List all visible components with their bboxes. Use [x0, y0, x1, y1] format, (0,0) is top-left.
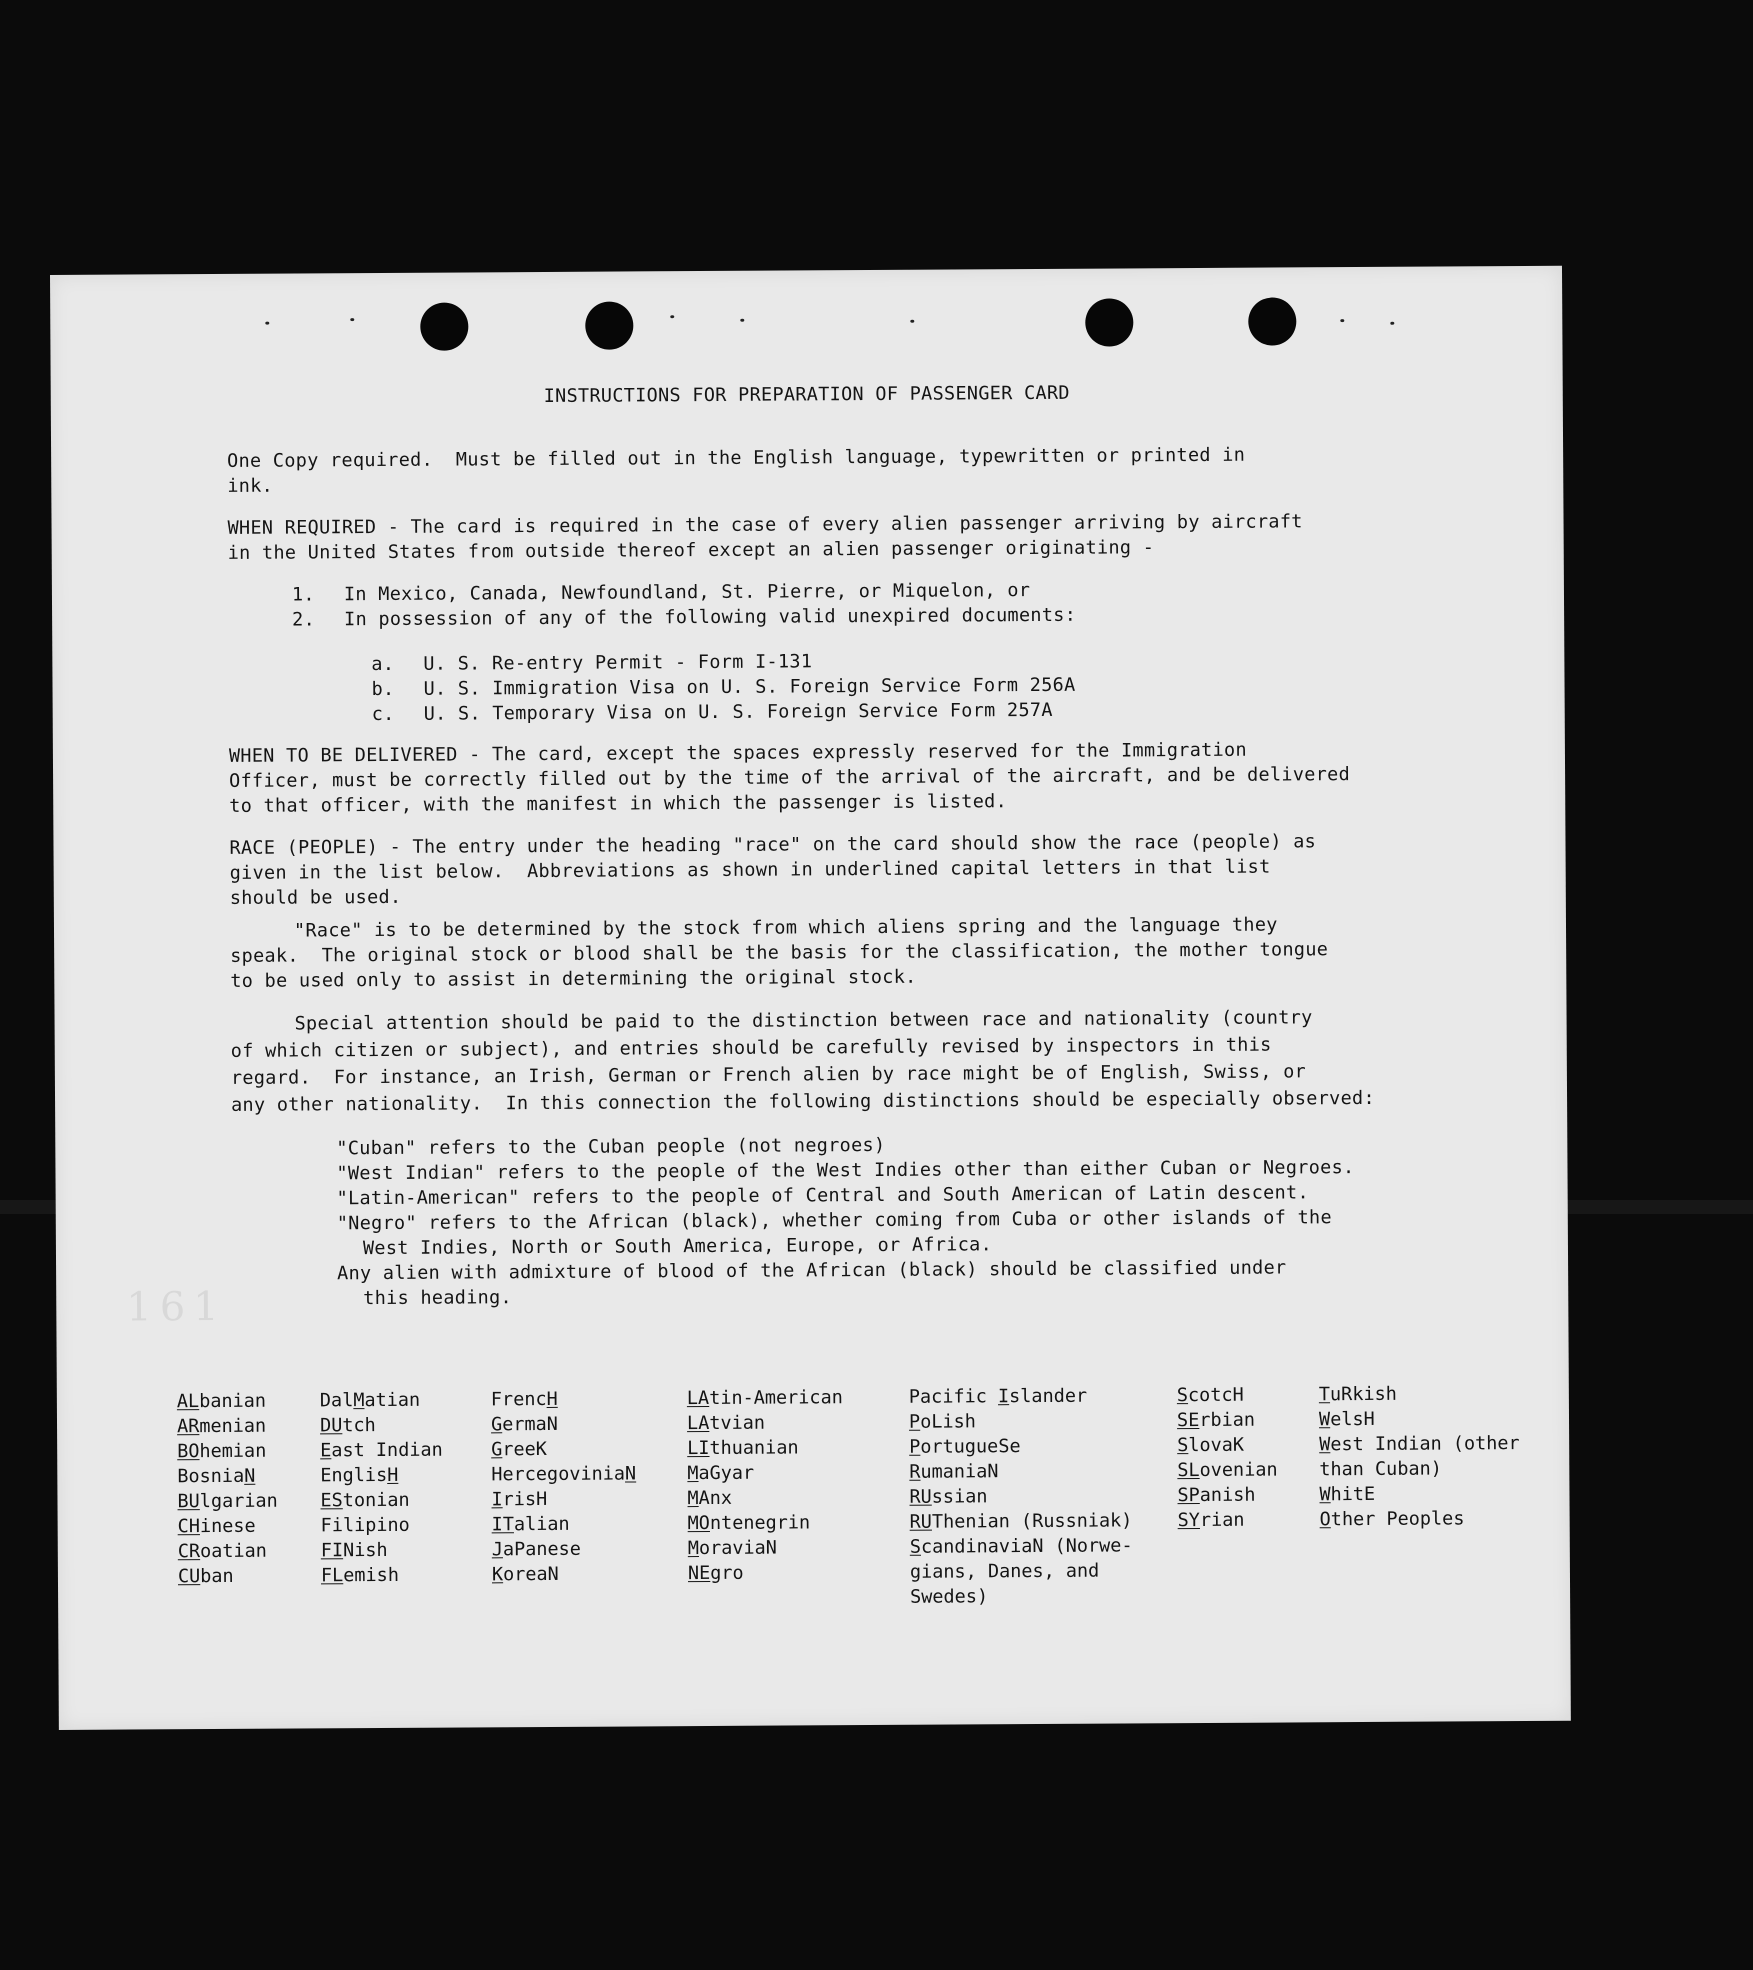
- race-entry: EnglisH: [320, 1464, 399, 1487]
- race-entry: TuRkish: [1318, 1383, 1397, 1406]
- race-entry: CRoatian: [177, 1540, 267, 1563]
- race-column: [909, 1383, 1133, 1609]
- punch-hole: [1248, 297, 1296, 345]
- list-item: a. U. S. Re-entry Permit - Form I-131: [371, 651, 813, 676]
- race-entry: LIthuanian: [687, 1437, 799, 1460]
- race-entry: MoraviaN: [687, 1537, 777, 1560]
- race-column: [491, 1386, 637, 1587]
- document-list: [371, 645, 1558, 727]
- race-entry: HercegoviniaN: [491, 1463, 637, 1486]
- race-column: [177, 1389, 278, 1590]
- list-item: 1. In Mexico, Canada, Newfoundland, St. Pierre, or Miquelon, or: [291, 580, 1031, 606]
- race-entry: DalMatian: [319, 1389, 421, 1412]
- race-entry: ARmenian: [176, 1415, 267, 1438]
- race-entry: FrencH: [490, 1388, 558, 1411]
- punch-hole: [1085, 298, 1133, 346]
- race-entry: WelsH: [1318, 1408, 1375, 1431]
- race-column: [320, 1388, 444, 1589]
- race-entry: CHinese: [177, 1515, 256, 1538]
- race-list: [127, 1381, 1567, 1608]
- race-entry: East Indian: [320, 1439, 443, 1462]
- punch-hole: [585, 301, 633, 349]
- race-entry: MAnx: [687, 1487, 733, 1510]
- race-entry: BUlgarian: [177, 1490, 278, 1513]
- race-entry: ScotcH: [1176, 1384, 1244, 1407]
- speck: [1390, 322, 1394, 325]
- list-item: "Cuban" refers to the Cuban people (not negroes): [336, 1134, 886, 1160]
- speck: [910, 320, 914, 323]
- race-entry: than Cuban): [1319, 1458, 1442, 1481]
- race-entry: BosniaN: [177, 1465, 256, 1488]
- list-item: "Negro" refers to the African (black), whether coming from Cuba or other islands of the: [336, 1207, 1332, 1235]
- race-entry: NEgro: [687, 1562, 744, 1585]
- race-entry: LAtvian: [686, 1412, 766, 1435]
- race-entry: ALbanian: [176, 1390, 267, 1413]
- list-item: Any alien with admixture of blood of the African (black) should be classified under: [337, 1257, 1287, 1285]
- race-entry: ITalian: [491, 1513, 570, 1536]
- race-entry: West Indian (other: [1319, 1433, 1520, 1456]
- list-item: 2. In possession of any of the following valid unexpired documents:: [292, 604, 1077, 631]
- race-entry: SPanish: [1177, 1484, 1256, 1507]
- when-required-paragraph: WHEN REQUIRED - The card is required in the case of every alien passenger arriving by aircraft in the United States from outside thereof except an alien passenger originating -: [227, 511, 1303, 564]
- intro-paragraph: One Copy required. Must be filled out in the English language, typewritten or printed in ink.: [227, 444, 1246, 497]
- race-entry: FLemish: [320, 1564, 399, 1587]
- when-delivered-paragraph: WHEN TO BE DELIVERED - The card, except the spaces expressly reserved for the Immigration Officer, must be correctly filled out by the time of the arrival of the aircraft, and be delivered to that officer, with the manifest in which the passenger is listed.: [228, 739, 1351, 817]
- list-item: "Latin-American" refers to the people of Central and South American of Latin descent.: [336, 1182, 1309, 1210]
- race-entry: ScandinaviaN (Norwe-: [909, 1535, 1133, 1558]
- speck: [740, 319, 744, 322]
- race-entry: MOntenegrin: [687, 1512, 811, 1535]
- race-entry: KoreaN: [491, 1563, 559, 1586]
- race-entry: RUThenian (Russniak): [909, 1510, 1133, 1533]
- speck: [265, 322, 269, 325]
- page-title: INSTRUCTIONS FOR PREPARATION OF PASSENGER CARD: [543, 382, 1070, 407]
- race-definition-paragraph: "Race" is to be determined by the stock from which aliens spring and the language they speak. The original stock or blood shall be the basis for the classification, the mother tongue to be used only to assist in determining the original stock.: [230, 914, 1329, 992]
- list-item-continuation: this heading.: [363, 1287, 513, 1310]
- race-column: [1177, 1383, 1278, 1534]
- race-entry: WhitE: [1319, 1483, 1376, 1506]
- list-item: c. U. S. Temporary Visa on U. S. Foreign Service Form 257A: [371, 699, 1053, 726]
- race-entry: Swedes): [910, 1586, 989, 1608]
- speck: [350, 318, 354, 321]
- race-entry: CUban: [177, 1565, 234, 1588]
- list-item: b. U. S. Immigration Visa on U. S. Foreign Service Form 256A: [371, 674, 1076, 701]
- race-entry: GreeK: [491, 1438, 547, 1461]
- race-entry: DUtch: [319, 1415, 376, 1437]
- exception-list: [292, 575, 1558, 633]
- list-item: "West Indian" refers to the people of the West Indies other than either Cuban or Negroes.: [336, 1157, 1355, 1185]
- race-column: [687, 1385, 844, 1586]
- race-entry: IrisH: [491, 1488, 548, 1511]
- distinction-list: [336, 1129, 1562, 1311]
- race-entry: JaPanese: [491, 1538, 581, 1561]
- race-entry: MaGyar: [687, 1462, 755, 1485]
- race-entry: SErbian: [1176, 1409, 1256, 1432]
- punch-hole: [420, 302, 468, 350]
- special-attention-paragraph: Special attention should be paid to the distinction between race and nationality (country of which citizen or subject), and entries should be carefully revised by inspectors in this regard. For instance, an Irish, German or French alien by race might be of English, Swiss, or any other nationality. In this connection the following distinctions should be especially observed:: [230, 1007, 1375, 1116]
- faint-stamp: 161: [126, 1283, 227, 1331]
- race-column: [1319, 1381, 1520, 1532]
- speck: [1340, 319, 1344, 322]
- race-entry: Filipino: [320, 1514, 410, 1537]
- race-entry: EStonian: [320, 1489, 410, 1512]
- race-entry: RUssian: [909, 1486, 988, 1508]
- race-entry: PoLish: [908, 1411, 976, 1433]
- race-entry: Pacific Islander: [908, 1385, 1088, 1408]
- document-sheet: [50, 266, 1571, 1730]
- race-entry: SlovaK: [1177, 1434, 1245, 1457]
- list-item-continuation: West Indies, North or South America, Europe, or Africa.: [362, 1234, 993, 1260]
- race-entry: PortugueSe: [909, 1436, 1021, 1458]
- race-entry: gians, Danes, and: [909, 1560, 1100, 1583]
- race-entry: RumaniaN: [909, 1461, 999, 1483]
- race-entry: LAtin-American: [686, 1387, 843, 1410]
- race-entry: SLovenian: [1177, 1459, 1278, 1482]
- race-entry: SYrian: [1177, 1509, 1245, 1532]
- race-entry: BOhemian: [177, 1440, 267, 1463]
- speck: [670, 315, 674, 318]
- race-entry: FINish: [320, 1539, 388, 1562]
- race-entry: GermaN: [490, 1413, 558, 1436]
- instructions-text: [227, 378, 1563, 1312]
- race-heading-paragraph: RACE (PEOPLE) - The entry under the heading "race" on the card should show the race (people) as given in the list below. Abbreviations as shown in underlined capital letters in that list should be used.: [229, 831, 1317, 909]
- race-entry: Other Peoples: [1319, 1508, 1465, 1531]
